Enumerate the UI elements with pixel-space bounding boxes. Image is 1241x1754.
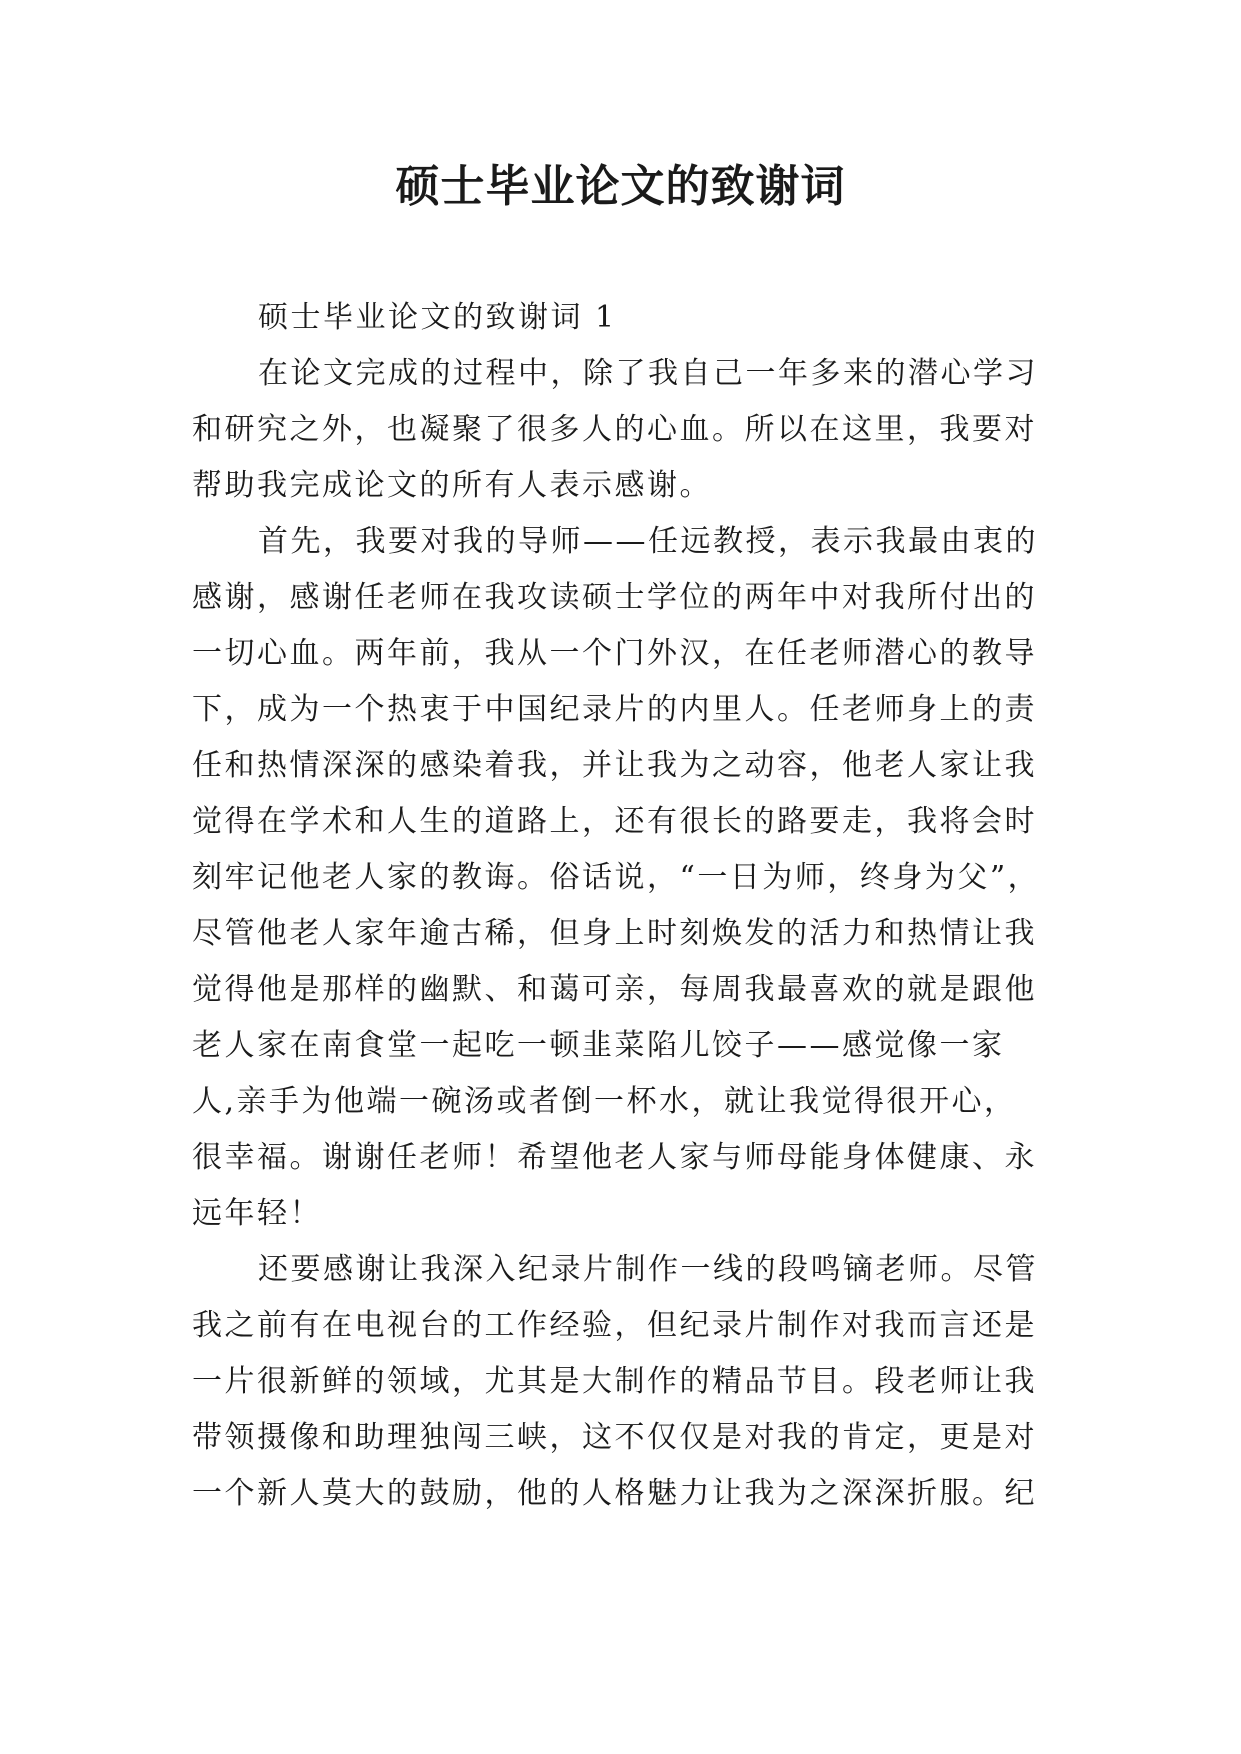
text-line: 觉得他是那样的幽默、和蔼可亲，每周我最喜欢的就是跟他: [192, 972, 1037, 1007]
text-line: 还要感谢让我深入纪录片制作一线的段鸣镝老师。尽管: [258, 1252, 1038, 1287]
text-line: 一切心血。两年前，我从一个门外汉，在任老师潜心的教导: [192, 636, 1037, 671]
text-line: 任和热情深深的感染着我，并让我为之动容，他老人家让我: [192, 748, 1037, 783]
text-line: 和研究之外，也凝聚了很多人的心血。所以在这里，我要对: [192, 412, 1037, 447]
text-line: 在论文完成的过程中，除了我自己一年多来的潜心学习: [258, 356, 1038, 391]
text-line: 感谢，感谢任老师在我攻读硕士学位的两年中对我所付出的: [192, 580, 1037, 615]
document-body: [192, 290, 1052, 1522]
text-line: 硕士毕业论文的致谢词 1: [258, 300, 617, 335]
text-line: 尽管他老人家年逾古稀，但身上时刻焕发的活力和热情让我: [192, 916, 1037, 951]
text-line: 下，成为一个热衷于中国纪录片的内里人。任老师身上的责: [192, 692, 1037, 727]
text-line: 首先，我要对我的导师——任远教授，表示我最由衷的: [258, 524, 1038, 559]
text-line: 人,亲手为他端一碗汤或者倒一杯水，就让我觉得很开心，: [192, 1084, 1017, 1119]
text-line: 我之前有在电视台的工作经验，但纪录片制作对我而言还是: [192, 1308, 1037, 1343]
page-title: 硕士毕业论文的致谢词: [395, 161, 846, 212]
text-line: 带领摄像和助理独闯三峡，这不仅仅是对我的肯定，更是对: [192, 1420, 1037, 1455]
text-line: 老人家在南食堂一起吃一顿韭菜陷儿饺子——感觉像一家: [192, 1028, 1005, 1063]
text-line: 很幸福。谢谢任老师！希望他老人家与师母能身体健康、永: [192, 1140, 1037, 1175]
text-line: 觉得在学术和人生的道路上，还有很长的路要走，我将会时: [192, 804, 1037, 839]
text-line: 刻牢记他老人家的教诲。俗话说，“一日为师，终身为父”，: [192, 860, 1041, 895]
text-line: 一片很新鲜的领域，尤其是大制作的精品节目。段老师让我: [192, 1364, 1037, 1399]
text-line: 远年轻！: [192, 1196, 322, 1231]
text-line: 一个新人莫大的鼓励，他的人格魅力让我为之深深折服。纪: [192, 1476, 1037, 1511]
text-line: 帮助我完成论文的所有人表示感谢。: [192, 468, 712, 503]
